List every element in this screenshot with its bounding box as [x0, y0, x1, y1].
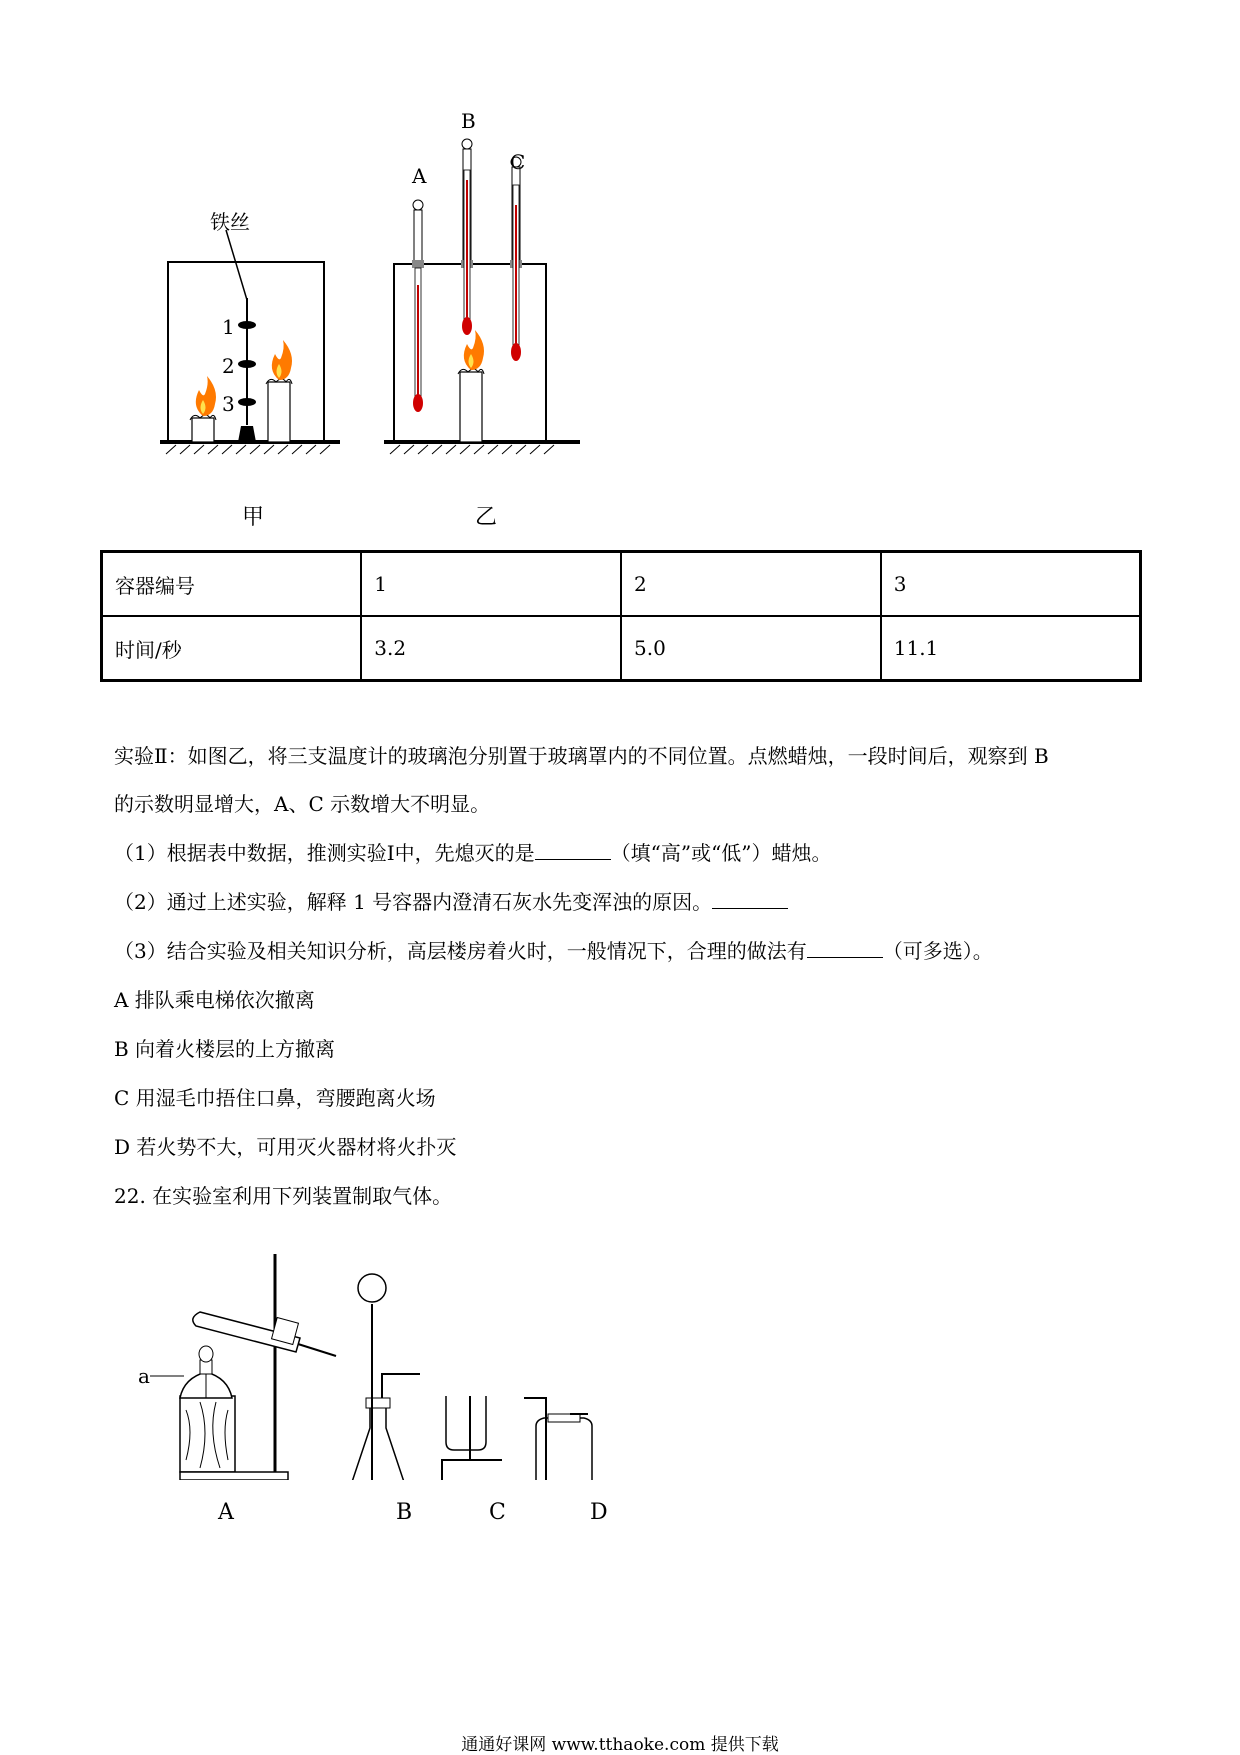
level-label-3: 3	[222, 392, 235, 416]
apparatus-label-b: B	[396, 1500, 413, 1525]
question-2-text: （2）通过上述实验，解释 1 号容器内澄清石灰水先变浑浊的原因。	[114, 890, 713, 914]
answer-blank-3[interactable]	[807, 939, 883, 958]
apparatus-label-a: A	[218, 1500, 234, 1525]
table-cell: 11.1	[881, 616, 1141, 681]
option-a: A 排队乘电梯依次撤离	[114, 988, 315, 1012]
exp2-line1: 实验Ⅱ：如图乙，将三支温度计的玻璃泡分别置于玻璃罩内的不同位置。点燃蜡烛，一段时间后，观察到 B	[114, 744, 1049, 768]
question-1-text-a: （1）根据表中数据，推测实验Ⅰ中，先熄灭的是	[114, 841, 535, 865]
answer-blank-2[interactable]	[712, 890, 788, 909]
question-3	[114, 935, 993, 964]
question-1	[114, 837, 832, 866]
thermometer-label-c: C	[510, 150, 526, 174]
table-cell: 3	[881, 552, 1141, 617]
data-table	[100, 550, 1142, 682]
answer-blank-1[interactable]	[535, 841, 611, 860]
table-row	[102, 552, 1141, 617]
table-cell: 时间/秒	[102, 616, 362, 681]
table-cell: 3.2	[361, 616, 621, 681]
apparatus-label-c: C	[489, 1500, 506, 1525]
question-3-text-a: （3）结合实验及相关知识分析，高层楼房着火时，一般情况下，合理的做法有	[114, 939, 807, 963]
level-label-1: 1	[222, 315, 235, 339]
apparatus-label-d: D	[590, 1500, 608, 1525]
question-22: 22. 在实验室利用下列装置制取气体。	[114, 1184, 453, 1208]
question-1-text-b: （填“高”或“低”）蜡烛。	[610, 841, 832, 865]
table-cell: 2	[621, 552, 881, 617]
table-cell: 1	[361, 552, 621, 617]
option-d: D 若火势不大，可用灭火器材将火扑灭	[114, 1135, 457, 1159]
thermometer-label-b: B	[461, 109, 476, 133]
thermometer-label-a: A	[412, 164, 427, 188]
exp2-line2: 的示数明显增大，A、C 示数增大不明显。	[114, 792, 491, 816]
option-c: C 用湿毛巾捂住口鼻，弯腰跑离火场	[114, 1086, 436, 1110]
table-cell: 5.0	[621, 616, 881, 681]
footer-source: 通通好课网 www.tthaoke.com 提供下载	[461, 1735, 779, 1755]
question-3-text-b: （可多选）。	[882, 939, 993, 963]
figure-jia-caption: 甲	[242, 505, 265, 530]
apparatus-part-a-label: a	[138, 1364, 150, 1388]
question-2	[114, 886, 788, 915]
level-label-2: 2	[222, 354, 235, 378]
figure-jia	[150, 190, 360, 490]
wire-label: 铁丝	[210, 210, 250, 234]
figure-yi-caption: 乙	[475, 505, 498, 530]
table-row	[102, 616, 1141, 681]
table-cell: 容器编号	[102, 552, 362, 617]
figure-apparatus	[130, 1250, 650, 1480]
option-b: B 向着火楼层的上方撤离	[114, 1037, 336, 1061]
